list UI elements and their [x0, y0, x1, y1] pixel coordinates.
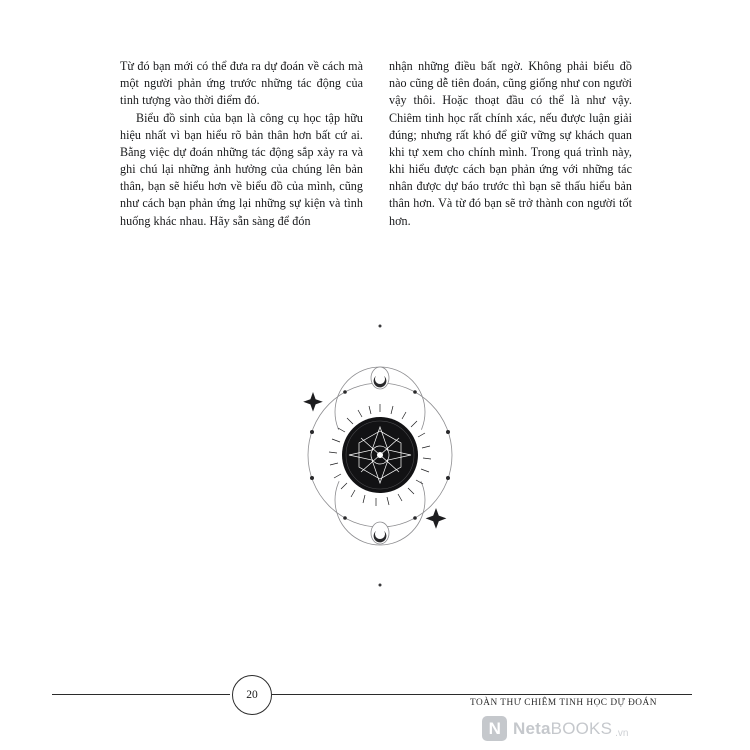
netabooks-wordmark-tld: .vn — [615, 728, 629, 739]
paragraph: nhận những điều bất ngờ. Không phải biểu đồ nào cũng dễ tiên đoán, cũng giống như con người vậy thôi. Hoặc thoạt đầu có thể là như vậy. Chiêm tinh học rất chính xác, nếu được luận giải đúng; nhưng rất khó để giữ vững sự khách quan khi tự xem cho chính mình. Trong quá trình này, khi hiểu được cách bạn phản ứng với những tác nhân được dự báo trước thì bạn sẽ thấu hiểu bản thân hơn. Và từ đó bạn sẽ trở thành con người tốt hơn. — [389, 59, 632, 228]
paragraph: Từ đó bạn mới có thể đưa ra dự đoán về cách mà một người phản ứng trước những tác động của tinh tượng vào thời điểm đó. — [120, 59, 363, 108]
netabooks-watermark — [482, 716, 628, 741]
page-number: 20 — [232, 675, 272, 715]
astrological-mandala-ornament — [255, 300, 505, 590]
netabooks-wordmark — [513, 719, 612, 739]
footer-book-title: TOÀN THƯ CHIÊM TINH HỌC DỰ ĐOÁN — [470, 698, 657, 708]
footer-divider-right — [272, 694, 692, 695]
netabooks-logo-letter: N — [488, 719, 501, 738]
netabooks-wordmark-neta: Neta — [513, 718, 551, 738]
footer-divider-left — [52, 694, 230, 695]
paragraph: Biểu đồ sinh của bạn là công cụ học tập hữu hiệu nhất vì bạn hiểu rõ bản thân hơn bất cứ ai. Bằng việc dự đoán những tác động sắp xảy ra và ghi chú lại những ảnh hưởng của chúng lên bản thân, bạn sẽ hiểu hơn về biểu đồ của mình, cũng như cách bạn phản ứng lại những sự kiện và tình huống khác nhau. Hãy sẵn sàng để đón — [120, 110, 363, 228]
body-text-columns — [120, 58, 633, 230]
netabooks-wordmark-books: BOOKS — [550, 718, 613, 738]
text-column-right — [389, 58, 632, 230]
netabooks-logo-icon — [482, 716, 507, 741]
text-column-left — [120, 58, 363, 230]
